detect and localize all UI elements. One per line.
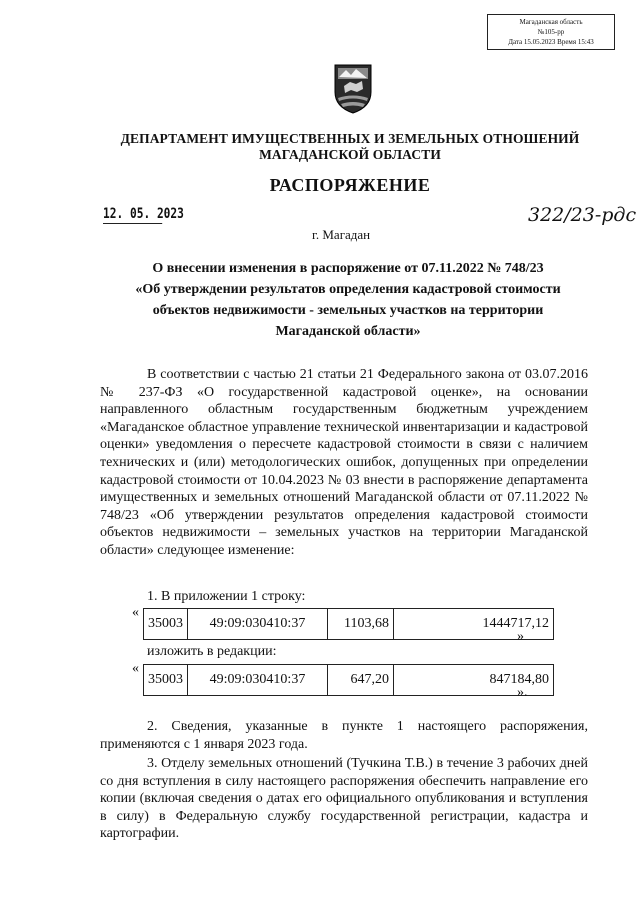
subject-line-2: «Об утверждении результатов определения кадастровой стоимости [135, 282, 561, 297]
quote-close-1: » [517, 629, 524, 644]
document-subject [100, 258, 596, 342]
new-row-id: 35003 [144, 665, 188, 696]
magadan-coat-of-arms-icon [332, 62, 374, 114]
document-number: 322/23-рдс [528, 204, 637, 226]
subject-line-1: О внесении изменения в распоряжение от 07.11.2022 № 748/23 [152, 261, 544, 276]
department-name [60, 131, 640, 163]
item-1-intro: 1. В приложении 1 строку: [147, 589, 306, 604]
new-row-cadastral-number: 49:09:030410:37 [188, 665, 328, 696]
old-row-table [143, 608, 554, 640]
new-row-area: 647,20 [328, 665, 394, 696]
table-row [144, 609, 554, 640]
stamp-number: №105-рр [537, 28, 565, 36]
paragraph-preamble: В соответствии с частью 21 статьи 21 Федерального закона от 03.07.2016 № 237-ФЗ «О государственной кадастровой оценке», на основании направленного областным государственным бюджетным учреждением «Магаданское областное управление технической инвентаризации и кадастровой оценки» уведомления о пересчете кадастровой стоимости в связи с наличием технических и (или) методологических ошибок, допущенных при определении кадастровой стоимости от 10.04.2023 № 03 внести в распоряжение департамента имущественных и земельных отношений Магаданской области от 07.11.2022 № 748/23 «Об утверждении результатов определения кадастровой стоимости объектов недвижимости – земельных участков на территории Магаданской области» следующее изменение: [100, 367, 588, 558]
new-row-value: 847184,80 [394, 665, 554, 696]
replace-text: изложить в редакции: [147, 644, 277, 659]
table-row [144, 665, 554, 696]
document-city: г. Магадан [312, 227, 371, 242]
new-row-table [143, 664, 554, 696]
stamp-datetime: Дата 15.05.2023 Время 15:43 [508, 38, 594, 46]
old-row-value: 1444717,12 [394, 609, 554, 640]
old-row-id: 35003 [144, 609, 188, 640]
quote-open-2: « [132, 661, 139, 676]
stamp-region: Магаданская область [519, 18, 583, 26]
paragraph-item-2: 2. Сведения, указанные в пункте 1 настоящего распоряжения, применяются с 1 января 2023 года. [100, 719, 588, 752]
department-line-1: ДЕПАРТАМЕНТ ИМУЩЕСТВЕННЫХ И ЗЕМЕЛЬНЫХ ОТНОШЕНИЙ [120, 131, 580, 146]
old-row-area: 1103,68 [328, 609, 394, 640]
paragraph-item-3: 3. Отделу земельных отношений (Тучкина Т.В.) в течение 3 рабочих дней со дня вступления в силу настоящего распоряжения обеспечить направление его копии (включая сведения о датах его официального опубликования и вступления в силу) в Федеральную службу государственной регистрации, кадастра и картографии. [100, 756, 588, 842]
department-line-2: МАГАДАНСКОЙ ОБЛАСТИ [259, 147, 441, 162]
registration-stamp [487, 14, 615, 50]
document-date: 12. 05. 2023 [103, 206, 184, 222]
document-type: РАСПОРЯЖЕНИЕ [269, 175, 431, 195]
subject-line-4: Магаданской области» [275, 324, 421, 339]
quote-close-2: ». [517, 685, 528, 700]
subject-line-3: объектов недвижимости - земельных участков на территории [152, 303, 544, 318]
old-row-cadastral-number: 49:09:030410:37 [188, 609, 328, 640]
quote-open-1: « [132, 605, 139, 620]
